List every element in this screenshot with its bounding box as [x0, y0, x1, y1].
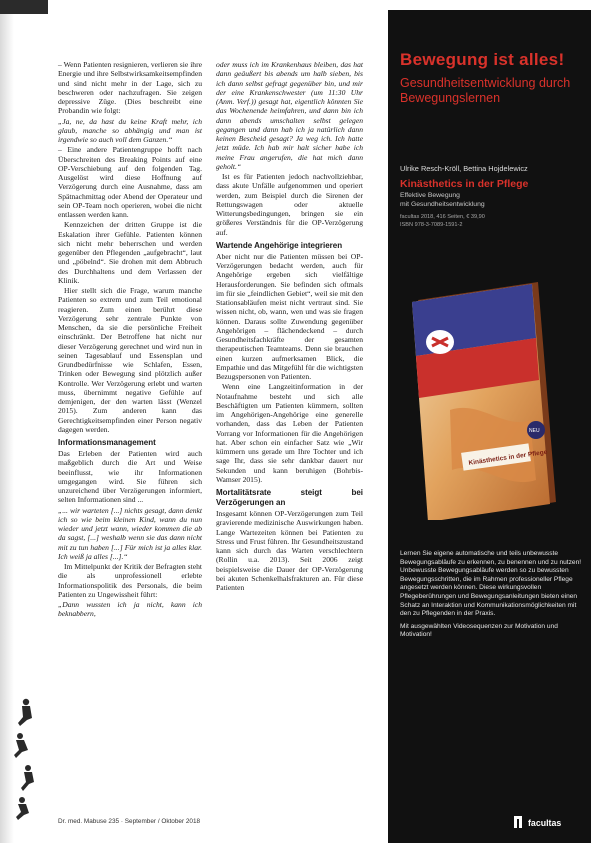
paragraph: Kennzeichen der dritten Gruppe ist die Eskalation ihrer Gefühle. Patienten können sich nicht mehr beherrschen und werden gegenüber den Pflegenden „aufgebracht“, laut und „pöbelnd“. Sie drohen mit dem Abbruch des Durchhaltens und dem Verlassen der Klinik. [58, 220, 202, 285]
ad-body-text [400, 550, 582, 644]
book-cover-title: Kinästhetics in der Pflege [468, 448, 548, 467]
article-column-2 [216, 60, 363, 593]
book-cover-badge: NEU [529, 428, 540, 434]
book-isbn: ISBN 978-3-7089-1591-2 [400, 222, 463, 228]
book-cover-image [410, 280, 560, 520]
page-footer: Dr. med. Mabuse 235 · September / Oktober 2018 [58, 818, 201, 825]
publisher-logo-icon [512, 814, 526, 830]
paragraph: – Wenn Patienten resignieren, verlieren sie ihre Energie und ihre Selbstwirksamkeitsempfinden und sind nicht mehr in der Lage, sich zu beschweren oder nachzufragen. Sie zeigen depressive Züge. (Dies beschreibt eine Probandin wie folgt: [58, 60, 202, 116]
paragraph: Hier stellt sich die Frage, warum manche Patienten so extrem und zum Teil emotional reagieren. Zum einen berührt diese Verzögerung sehr zentrale Punkte von Menschen, da sie die persönliche Freiheit einschränkt. Der Betroffene hat nicht nur dieser Verzögerung gerechnet und wird nun in seinen Tagesablauf und Essensplan und Grundbedürfnisse wie Schlafen, Essen, Trinken oder Bewegung sind plötzlich außer Kontrolle. Wer Verzögerung erlebt und warten muss, übernimmt negative Gefühle auf demjenigen, der den warten lässt (Wenzel 2015). Zum anderen kann das Gerechtigkeitsempfinden einer Person negativ dagegen werden. [58, 286, 202, 434]
interview-quote: oder muss ich im Krankenhaus bleiben, das hat dann geäußert bis abends um halb sieben, bis ich dann selbst gefragt gegenüber bin, und mir der eine Krankenschwester (um 11:30 Uhr (Anm. Verf.)) gesagt hat, eigentlich könnten Sie das Wochenende heimfahren, und dann bin ich dann abends umschalten selbst gelegen gegangen und dann hab ich ja natürlich dann keinen Bescheid gesagt? Ja weg ich. Ich hatte jetzt müde. Ich hab mir halt sicher habe ich meine Frau angerufen, die hat mich dann geholt.“ [216, 60, 363, 171]
article-column-1 [58, 60, 202, 620]
book-advertisement [388, 10, 591, 843]
ad-paragraph: Lernen Sie eigene automatische und teils unbewusste Bewegungsabläufe zu erkennen, zu benennen und zu nutzen! Unbewusste Bewegungsabläufe werden so zu bewussten Bewegungsschritten, die im Rahmen professioneller Pflege angesetzt werden können. Diese wirkungsvollen Pflegeberührungen und Bewegungsanleitungen bieten einen Schatz an Interaktion und Kommunikationsmöglichkeiten mit den zu Pflegenden in der Praxis. [400, 550, 582, 618]
section-heading: Wartende Angehörige integrieren [216, 240, 343, 250]
book-subtitle-line-1: Effektive Bewegung [400, 192, 460, 199]
paragraph: – Eine andere Patientengruppe hofft nach Überschreiten des Breaking Points auf eine OP-Verschiebung auf den folgenden Tag. Ausgelöst wird diese Hoffnung auf Verzögerung durch eine Ausnahme, dass am Spätnachmittag oder Abend der Operateur und sein OP-Team noch operieren, wobei die nicht entlassen werden kann. [58, 145, 202, 219]
interview-quote: „... wir warteten [...] nichts gesagt, dann denkt ich so wie beim kleinen Kind, wann du nun wieder und jetzt wann, wieder kommen die ab da sagst, [...] weshalb wenn sie das dann nicht mit zu tun haben [...] Für mich ist ja alles klar. Ich weiß ja alles [...].“ [58, 505, 202, 561]
paragraph: Insgesamt können OP-Verzögerungen zum Teil gravierende medizinische Auswirkungen haben. Lange Wartezeiten können bei Patienten zu Stress und Frust führen. Ihr Gesundheitszustand kann sich durch das Warten verschlechtern (Rollin u.a. 2013). Seit 2006 zeigt beispielsweise die Dauer der OP-Verzögerung bei akuten Schenkelhalsfrakturen an. Für diese Patienten [216, 509, 363, 592]
ad-subheadline: Gesundheitsentwicklung durch Bewegungslernen [400, 76, 571, 105]
publisher-logo: facultas [528, 818, 562, 828]
ad-headline: Bewegung ist alles! [400, 50, 565, 69]
book-authors: Ulrike Resch-Kröll, Bettina Hojdelewicz [400, 164, 528, 173]
interview-quote: „Dann wussten ich ja nicht, kann ich beknabbern, [58, 600, 202, 619]
section-heading: Mortalitätsrate steigt bei Verzögerungen an [216, 488, 363, 507]
running-figures-illustration [6, 696, 46, 821]
paragraph: Im Mittelpunkt der Kritik der Befragten steht die als unprofessionell erlebte Informationspolitik des Personals, die beim Patienten zu Ungewissheit führt: [58, 562, 202, 599]
paragraph: Das Erleben der Patienten wird auch maßgeblich durch die Art und Weise beeinflusst, wie ihr Informationen umgegangen wird. Sie führen sich unzureichend über Verzögerungen informiert, selten Informationen sind ... [58, 449, 202, 505]
section-heading: Informationsmanagement [58, 438, 156, 447]
page-corner-mark [0, 0, 48, 14]
ad-paragraph: Mit ausgewählten Videosequenzen zur Motivation und Motivation! [400, 622, 558, 639]
book-subtitle-line-2: mit Gesundheitsentwicklung [400, 201, 485, 208]
interview-quote: „Ja, ne, da hast du keine Kraft mehr, ich glaub, manche so abhängig und man ist irgendwie so auch voll dem Ganzen.“ [58, 116, 202, 144]
paragraph: Aber nicht nur die Patienten müssen bei OP-Verzögerungen bedacht werden, auch für Angehörige ergeben sich vielfältige Herausforderungen. Sie befinden sich oftmals im für sie „feindlichen Gebiet“, weil sie mit den Stationsabläufen meist nicht vertraut sind. Sie wissen nicht, ob, wann, wen und was sie fragen können. Daraus sollte Zuwendung gegenüber Angehörigen – flächendeckend – durch Gesundheitsfachkräfte der gesamten therapeutischen Teamteams. Denn sie brauchen einen kurzen aufmerksamen Blick, die Empathie und das Mitgefühl für die wichtigsten Bezugspersonen von Patienten. [216, 251, 363, 381]
paragraph: Ist es für Patienten jedoch nachvollziehbar, dass akute Unfälle aufgenommen und operiert werden, zum Beispiel durch die Sirenen der Rettungswagen oder aktuelle Witterungsbedingungen, bringen sie ein größeres Verständnis für die OP-Verzögerung auf. [216, 172, 363, 237]
paragraph: Wenn eine Langzeitinformation in der Notaufnahme besteht und sich alle Beschäftigten um Patienten kümmern, sollten im Angehörigen-Angehörige eine generelle vorhanden, dass das Leben der Patienten Vorrang vor Informationen für die Angehörigen hat. Aber schon ein einfacher Satz wie „Wir kümmern uns gerade um Ihre Tochter und ich sage Ihr, dass sie sehr dankbar dauert nur Sekunden und kann beruhigen (Bohrbis-Wamser 2015). [216, 382, 363, 484]
book-title: Kinästhetics in der Pflege [400, 178, 529, 190]
book-publication-info: facultas 2018, 416 Seiten, € 39,90 [400, 214, 485, 220]
